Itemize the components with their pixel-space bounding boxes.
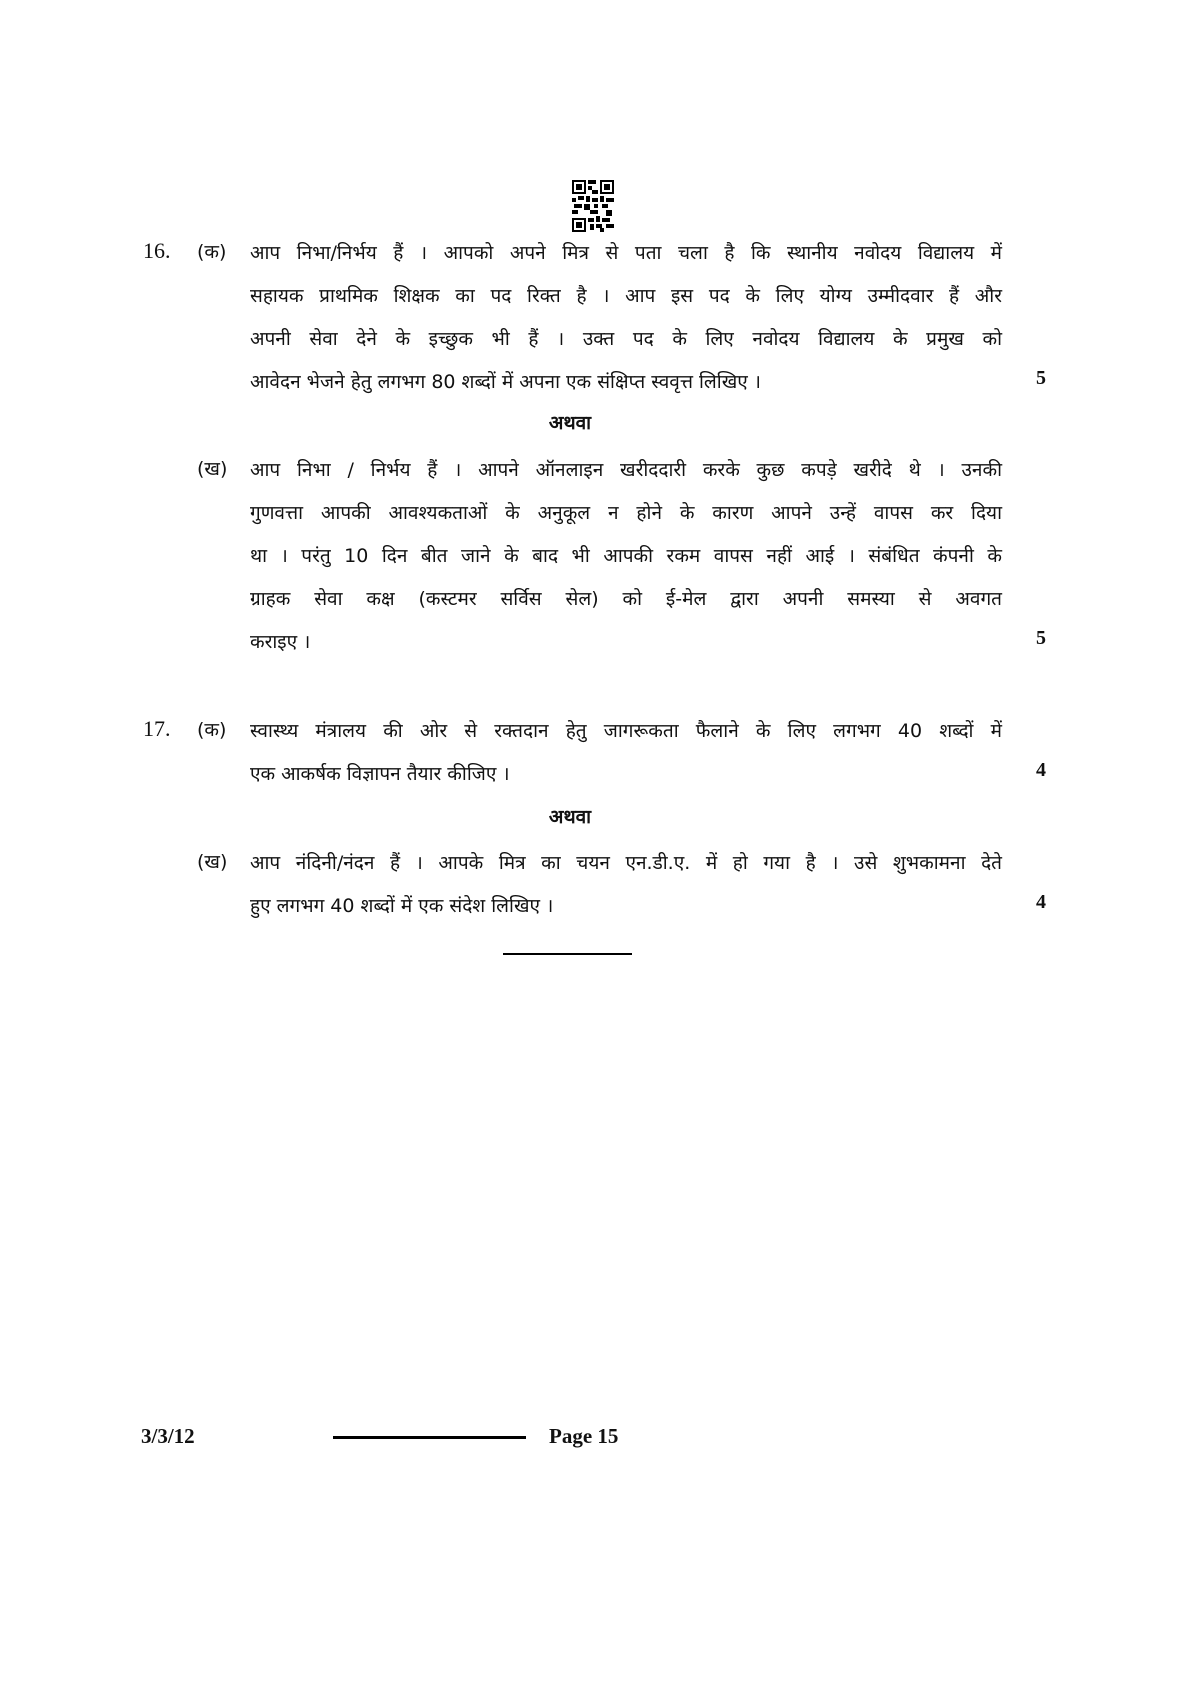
marks: 4 — [1036, 759, 1046, 781]
question-text-line: सहायक प्राथमिक शिक्षक का पद रिक्त है । आप इस पद के लिए योग्य उम्मीदवार हैं और — [250, 285, 1002, 307]
or-heading: अथवा — [548, 412, 592, 434]
question-text-line: एक आकर्षक विज्ञापन तैयार कीजिए । — [250, 763, 510, 785]
marks: 5 — [1036, 627, 1046, 649]
question-text-line: आप निभा / निर्भय हैं । आपने ऑनलाइन खरीददारी करके कुछ कपड़े खरीदे थे । उनकी — [250, 459, 1002, 481]
part-label: (क) — [197, 241, 227, 263]
question-number: 17. — [143, 716, 171, 741]
page-number: Page 15 — [549, 1424, 619, 1448]
part-label: (क) — [197, 719, 227, 741]
or-heading: अथवा — [548, 806, 592, 828]
marks: 5 — [1036, 367, 1046, 389]
question-text-line: अपनी सेवा देने के इच्छुक भी हैं । उक्त पद के लिए नवोदय विद्यालय के प्रमुख को — [250, 328, 1002, 350]
question-text-line: हुए लगभग 40 शब्दों में एक संदेश लिखिए । — [250, 895, 554, 917]
question-text-line: स्वास्थ्य मंत्रालय की ओर से रक्तदान हेतु जागरूकता फैलाने के लिए लगभग 40 शब्दों में — [250, 720, 1002, 742]
question-text-line: था । परंतु 10 दिन बीत जाने के बाद भी आपकी रकम वापस नहीं आई । संबंधित कंपनी के — [250, 545, 1002, 567]
marks: 4 — [1036, 891, 1046, 913]
paper-code: 3/3/12 — [141, 1424, 195, 1448]
end-divider — [503, 953, 632, 955]
question-text-line: गुणवत्ता आपकी आवश्यकताओं के अनुकूल न होने के कारण आपने उन्हें वापस कर दिया — [250, 502, 1002, 524]
part-label: (ख) — [197, 458, 228, 480]
question-text-line: आवेदन भेजने हेतु लगभग 80 शब्दों में अपना एक संक्षिप्त स्ववृत्त लिखिए । — [250, 371, 762, 393]
question-number: 16. — [143, 238, 171, 263]
question-text-line: कराइए । — [250, 631, 311, 653]
footer-divider — [333, 1436, 526, 1439]
question-text-line: ग्राहक सेवा कक्ष (कस्टमर सर्विस सेल) को ई-मेल द्वारा अपनी समस्या से अवगत — [250, 588, 1002, 610]
question-text-line: आप नंदिनी/नंदन हैं । आपके मित्र का चयन एन.डी.ए. में हो गया है । उसे शुभकामना देते — [250, 852, 1002, 874]
part-label: (ख) — [197, 851, 228, 873]
question-text-line: आप निभा/निर्भय हैं । आपको अपने मित्र से पता चला है कि स्थानीय नवोदय विद्यालय में — [250, 242, 1002, 264]
qr-code-icon — [572, 180, 614, 232]
